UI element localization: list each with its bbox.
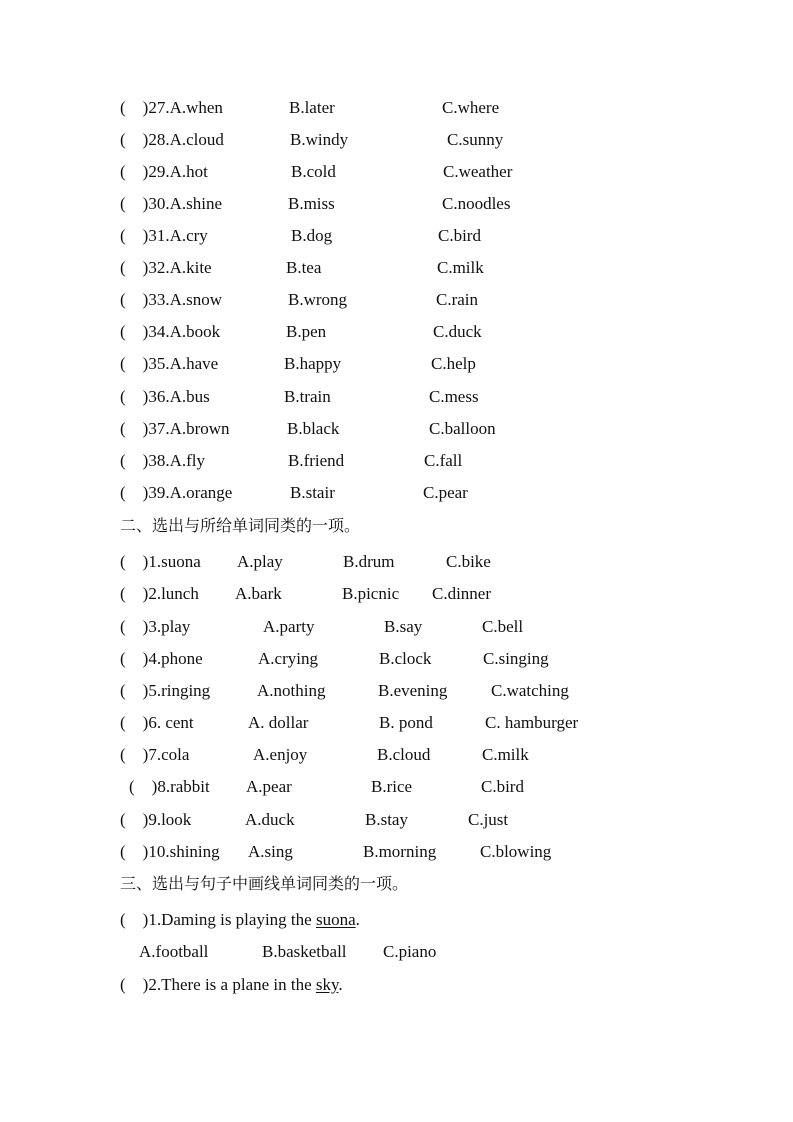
list-item [0, 96, 793, 120]
question-number: ( )35.A.have [120, 354, 219, 373]
question-word: ( )6. cent [120, 713, 194, 732]
option-b: B.pen [286, 322, 327, 341]
option-b: B.tea [286, 258, 322, 277]
option-c: C. hamburger [485, 713, 579, 732]
option-c: C.dinner [432, 584, 492, 603]
list-item [0, 615, 793, 639]
option-b: B.later [289, 98, 335, 117]
question-word: ( )8.rabbit [129, 777, 210, 796]
option-a: A.duck [245, 810, 295, 829]
option-b: B.evening [378, 681, 448, 700]
list-item [0, 743, 793, 767]
option-c: C.singing [483, 649, 549, 668]
option-c: C.duck [433, 322, 482, 341]
option-c: C.where [442, 98, 500, 117]
option-a: A.enjoy [253, 745, 308, 764]
option-b: B.happy [284, 354, 342, 373]
question-number: ( )37.A.brown [120, 419, 230, 438]
sentence-question [0, 908, 793, 932]
question-number: ( )36.A.bus [120, 387, 210, 406]
option-a: A. dollar [248, 713, 309, 732]
list-item [0, 256, 793, 280]
option-c: C.fall [424, 451, 463, 470]
list-item [0, 320, 793, 344]
question-number: ( )30.A.shine [120, 194, 222, 213]
option-c: C.noodles [442, 194, 511, 213]
option-c: C.bird [438, 226, 481, 245]
option-b: B.wrong [288, 290, 348, 309]
option-c: C.milk [482, 745, 529, 764]
section2-heading: 二、选出与所给单词同类的一项。 [120, 516, 361, 535]
option-a: A.nothing [257, 681, 326, 700]
question-number: ( )29.A.hot [120, 162, 208, 181]
option-c: C.rain [436, 290, 479, 309]
option-b: B.friend [288, 451, 345, 470]
option-b: B.rice [371, 777, 413, 796]
list-item [0, 192, 793, 216]
option-c: C.balloon [429, 419, 496, 438]
option-c: C.piano [383, 942, 437, 961]
sentence-suffix: . [338, 975, 343, 994]
option-a: A.pear [246, 777, 292, 796]
question-number: ( )39.A.orange [120, 483, 233, 502]
option-c: C.bell [482, 617, 524, 636]
option-b: B.windy [290, 130, 349, 149]
list-item [0, 417, 793, 441]
sentence-text [120, 908, 360, 932]
question-number: ( )34.A.book [120, 322, 221, 341]
list-item [0, 160, 793, 184]
option-b: B.cold [291, 162, 336, 181]
sentence-question [0, 973, 793, 997]
option-c: C.mess [429, 387, 479, 406]
option-b: B. pond [379, 713, 433, 732]
question-number: ( )32.A.kite [120, 258, 212, 277]
underlined-word: sky [315, 975, 339, 994]
list-item [0, 288, 793, 312]
option-a: A.party [263, 617, 315, 636]
list-item [0, 550, 793, 574]
option-b: B.drum [343, 552, 395, 571]
list-item [0, 481, 793, 505]
underlined-word: suona [315, 910, 356, 929]
list-item [0, 352, 793, 376]
option-c: C.sunny [447, 130, 504, 149]
question-word: ( )1.suona [120, 552, 201, 571]
option-b: B.train [284, 387, 331, 406]
list-item [0, 224, 793, 248]
question-word: ( )3.play [120, 617, 191, 636]
list-item [0, 128, 793, 152]
option-b: B.dog [291, 226, 333, 245]
sentence-prefix: ( )1.Daming is playing the [120, 910, 316, 929]
option-c: C.pear [423, 483, 468, 502]
option-b: B.morning [363, 842, 437, 861]
list-item [0, 582, 793, 606]
option-c: C.bird [481, 777, 524, 796]
option-a: A.crying [258, 649, 318, 668]
option-b: B.miss [288, 194, 335, 213]
option-b: B.stay [365, 810, 408, 829]
option-b: B.basketball [262, 942, 347, 961]
list-item [0, 775, 793, 799]
option-b: B.cloud [377, 745, 431, 764]
list-item [0, 385, 793, 409]
list-item [0, 711, 793, 735]
sentence-suffix: . [355, 910, 360, 929]
option-c: C.help [431, 354, 476, 373]
list-item [0, 840, 793, 864]
list-item [0, 449, 793, 473]
option-c: C.bike [446, 552, 491, 571]
option-b: B.picnic [342, 584, 400, 603]
question-word: ( )5.ringing [120, 681, 211, 700]
question-number: ( )28.A.cloud [120, 130, 224, 149]
question-word: ( )10.shining [120, 842, 220, 861]
question-number: ( )33.A.snow [120, 290, 222, 309]
question-word: ( )2.lunch [120, 584, 199, 603]
question-word: ( )4.phone [120, 649, 203, 668]
option-a: A.play [237, 552, 283, 571]
question-word: ( )9.look [120, 810, 192, 829]
option-a: A.sing [248, 842, 293, 861]
list-item [0, 679, 793, 703]
option-c: C.blowing [480, 842, 552, 861]
sentence-prefix: ( )2.There is a plane in the [120, 975, 316, 994]
list-item [0, 940, 793, 964]
option-c: C.watching [491, 681, 569, 700]
list-item [0, 808, 793, 832]
option-b: B.say [384, 617, 423, 636]
question-word: ( )7.cola [120, 745, 190, 764]
list-item [0, 647, 793, 671]
option-b: B.clock [379, 649, 432, 668]
option-a: A.football [139, 942, 209, 961]
option-b: B.stair [290, 483, 335, 502]
section3-heading: 三、选出与句子中画线单词同类的一项。 [120, 874, 409, 893]
option-c: C.weather [443, 162, 513, 181]
question-number: ( )31.A.cry [120, 226, 208, 245]
question-number: ( )27.A.when [120, 98, 223, 117]
option-b: B.black [287, 419, 340, 438]
option-c: C.just [468, 810, 509, 829]
sentence-text [120, 973, 343, 997]
option-a: A.bark [235, 584, 282, 603]
question-number: ( )38.A.fly [120, 451, 205, 470]
option-c: C.milk [437, 258, 484, 277]
